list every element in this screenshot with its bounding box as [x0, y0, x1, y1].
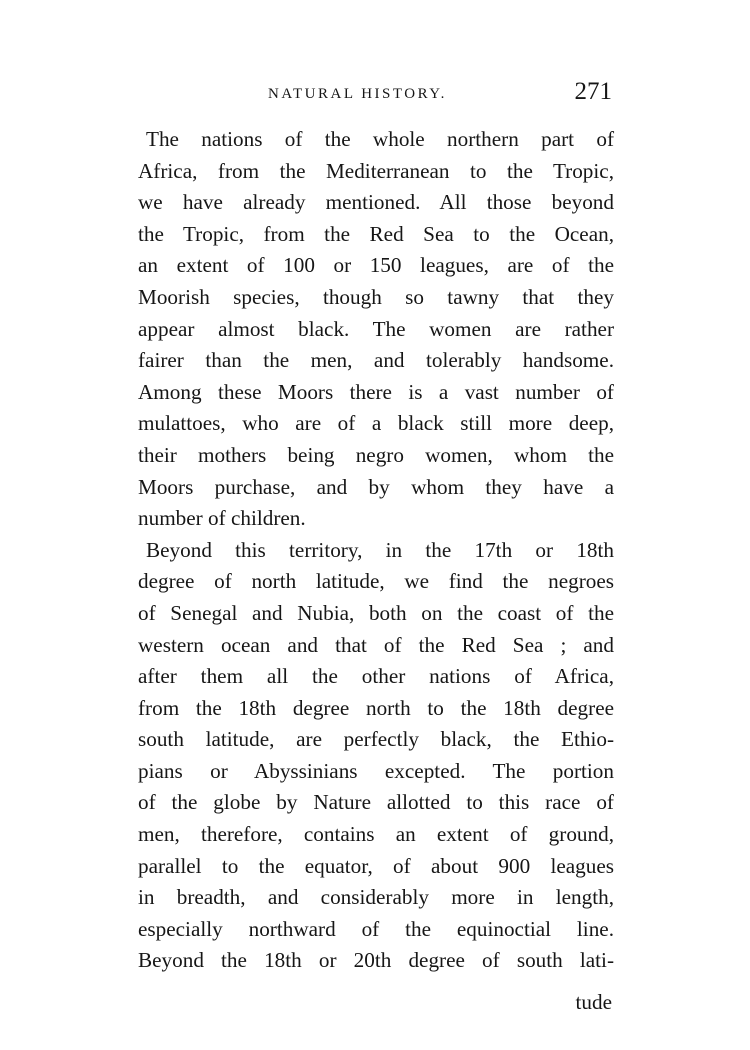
- text-line: Beyond the 18th or 20th degree of south lati-: [138, 948, 614, 973]
- text-line: Africa, from the Mediterranean to the Tropic,: [138, 158, 614, 183]
- running-head: NATURAL HISTORY.: [268, 86, 447, 102]
- text-line: Beyond this territory, in the 17th or 18th: [146, 537, 614, 562]
- page-header: [140, 78, 612, 110]
- text-line: parallel to the equator, of about 900 leagues: [138, 853, 614, 878]
- text-line: western ocean and that of the Red Sea ; and: [138, 632, 614, 657]
- text-line: Moorish species, though so tawny that they: [138, 284, 614, 309]
- catchword: tude: [575, 990, 612, 1014]
- text-line: their mothers being negro women, whom the: [138, 442, 614, 467]
- text-line: from the 18th degree north to the 18th degree: [138, 695, 614, 720]
- page-number: 271: [574, 78, 612, 105]
- text-line: men, therefore, contains an extent of ground,: [138, 822, 614, 847]
- text-line: we have already mentioned. All those beyond: [138, 190, 614, 215]
- text-line: mulattoes, who are of a black still more deep,: [138, 411, 614, 436]
- text-line: especially northward of the equinoctial line.: [138, 916, 614, 941]
- text-line: of Senegal and Nubia, both on the coast of the: [138, 600, 614, 625]
- text-line: number of children.: [138, 506, 306, 531]
- text-line: south latitude, are perfectly black, the Ethio-: [138, 727, 614, 752]
- text-line: after them all the other nations of Africa,: [138, 664, 614, 689]
- text-line: Among these Moors there is a vast number of: [138, 379, 614, 404]
- body-text: [138, 124, 614, 977]
- text-line: Moors purchase, and by whom they have a: [138, 474, 614, 499]
- text-line: degree of north latitude, we find the negroes: [138, 569, 614, 594]
- text-line: fairer than the men, and tolerably handsome.: [138, 348, 614, 373]
- text-line: of the globe by Nature allotted to this race of: [138, 790, 614, 815]
- text-line: pians or Abyssinians excepted. The portion: [138, 758, 614, 783]
- text-line: The nations of the whole northern part of: [146, 127, 614, 151]
- text-line: in breadth, and considerably more in length,: [138, 885, 614, 910]
- text-line: appear almost black. The women are rather: [138, 316, 614, 341]
- text-line: an extent of 100 or 150 leagues, are of the: [138, 253, 614, 278]
- text-line: the Tropic, from the Red Sea to the Ocean,: [138, 221, 614, 246]
